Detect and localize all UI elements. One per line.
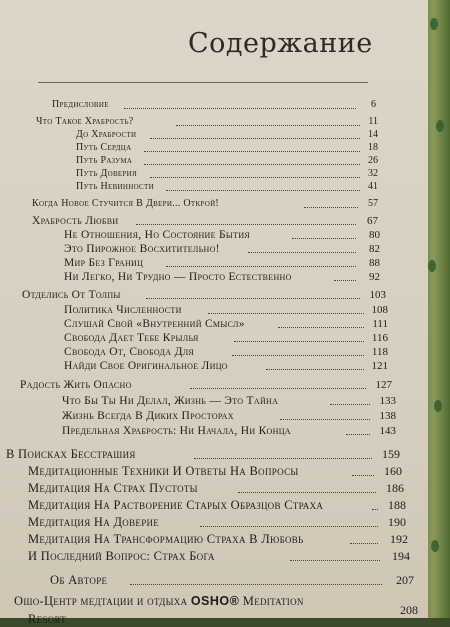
toc-entry-page: 6 bbox=[371, 99, 376, 110]
toc-leader bbox=[124, 108, 356, 109]
toc-entry-page: 118 bbox=[371, 346, 388, 358]
toc-entry-title: Найди Свое Оригинальное Лицо bbox=[64, 360, 228, 372]
toc-leader bbox=[150, 138, 360, 139]
toc-entry-page: 57 bbox=[368, 198, 378, 209]
toc-leader bbox=[166, 190, 360, 191]
toc-entry bbox=[0, 446, 428, 462]
toc-entry-page: 160 bbox=[384, 464, 402, 478]
toc-leader bbox=[238, 492, 376, 493]
toc-entry bbox=[0, 409, 428, 423]
toc-entry-page: 82 bbox=[369, 243, 380, 255]
toc-entry-page: 188 bbox=[388, 498, 406, 512]
toc-entry-title: Слушай Свой «Внутренний Смысл» bbox=[64, 318, 245, 330]
toc-entry-title: Медитация На Растворение Старых Образцов Страха bbox=[28, 498, 324, 512]
toc-entry-title: И Последний Вопрос: Страх Бога bbox=[28, 549, 215, 563]
toc-entry-title: Радость Жить Опасно bbox=[20, 379, 132, 391]
toc-entry-page: 108 bbox=[371, 304, 388, 316]
toc-entry-page: 116 bbox=[371, 332, 388, 344]
toc-leader bbox=[144, 164, 360, 165]
toc-entry-continuation bbox=[0, 611, 428, 627]
toc-entry bbox=[0, 317, 428, 331]
toc-entry bbox=[0, 228, 428, 242]
toc-entry-page: 186 bbox=[386, 481, 404, 495]
toc-leader bbox=[290, 560, 380, 561]
toc-entry-title: Предельная Храбрость: Ни Начала, Ни Конца bbox=[62, 425, 291, 437]
toc-entry-title: Путь Невинности bbox=[76, 181, 154, 192]
toc-entry-title: Свобода Дает Тебе Крылья bbox=[64, 332, 199, 344]
toc-entry bbox=[0, 548, 428, 564]
toc-entry bbox=[0, 531, 428, 547]
toc-entry bbox=[0, 214, 428, 228]
toc-entry-page: 26 bbox=[368, 155, 378, 166]
toc-entry-page: 208 bbox=[400, 603, 418, 617]
toc-leader bbox=[200, 526, 378, 527]
toc-entry-page: 80 bbox=[369, 229, 380, 241]
toc-leader bbox=[208, 313, 364, 314]
toc-entry-title: Это Пирожное Восхитительно! bbox=[64, 243, 220, 255]
toc-entry-title: Когда Новое Стучится В Двери... Открой! bbox=[32, 198, 220, 209]
toc-entry-page: 14 bbox=[368, 129, 378, 140]
toc-entry-page: 192 bbox=[390, 532, 408, 546]
toc-entry-title: Ни Легко, Ни Трудно — Просто Естественно bbox=[64, 271, 292, 283]
toc-entry bbox=[0, 378, 428, 392]
toc-entry-title: Политика Численности bbox=[64, 304, 182, 316]
toc-entry-page: 18 bbox=[368, 142, 378, 153]
toc-entry bbox=[0, 424, 428, 438]
toc-entry bbox=[0, 463, 428, 479]
toc-entry-page: 88 bbox=[369, 257, 380, 269]
heading-rule bbox=[38, 82, 368, 83]
toc-entry bbox=[0, 288, 428, 302]
toc-entry bbox=[0, 593, 428, 617]
toc-entry-title: Медитация На Трансформацию Страха В Любовь bbox=[28, 532, 304, 546]
toc-entry bbox=[0, 256, 428, 270]
contents-heading: Содержание bbox=[188, 28, 373, 59]
toc-entry-page: 207 bbox=[396, 573, 414, 587]
toc-entry-page: 159 bbox=[382, 447, 400, 461]
toc-entry-title: Медитация На Страх Пустоты bbox=[28, 481, 198, 495]
toc-entry-page: 133 bbox=[379, 395, 396, 407]
toc-entry-title: Храбрость Любви bbox=[32, 215, 119, 227]
toc-entry-title: Отделись От Толпы bbox=[22, 289, 121, 301]
toc-entry-title: Жизнь Всегда В Диких Просторах bbox=[62, 410, 234, 422]
toc-entry-page: 127 bbox=[375, 379, 392, 391]
toc-entry bbox=[0, 141, 428, 155]
toc-leader bbox=[136, 224, 356, 225]
toc-entry-page: 103 bbox=[369, 289, 386, 301]
toc-entry-title: Медитационные Техники И Ответы На Вопросы bbox=[28, 464, 299, 478]
toc-entry bbox=[0, 128, 428, 142]
toc-entry-title-tail: Meditation bbox=[242, 594, 304, 608]
toc-entry-page: 92 bbox=[369, 271, 380, 283]
toc-entry bbox=[0, 303, 428, 317]
toc-entry-page: 121 bbox=[371, 360, 388, 372]
toc-entry-page: 194 bbox=[392, 549, 410, 563]
toc-entry-title: Не Отношения, Но Состояние Бытия bbox=[64, 229, 251, 241]
toc-leader bbox=[144, 151, 360, 152]
toc-entry-page: 143 bbox=[379, 425, 396, 437]
toc-entry bbox=[0, 270, 428, 284]
toc-entry-title: Медитация На Доверие bbox=[28, 515, 160, 529]
toc-entry-title: Путь Разума bbox=[76, 155, 133, 166]
toc-entry-title bbox=[14, 593, 304, 609]
toc-entry bbox=[0, 497, 428, 513]
toc-entry bbox=[0, 394, 428, 408]
toc-entry bbox=[0, 345, 428, 359]
toc-entry-title: Предисловие bbox=[52, 99, 109, 110]
toc-entry-page: 190 bbox=[388, 515, 406, 529]
toc-entry-page: 111 bbox=[372, 318, 388, 330]
toc-entry-title: Об Авторе bbox=[50, 573, 108, 587]
toc-leader bbox=[146, 298, 360, 299]
toc-entry bbox=[0, 167, 428, 181]
toc-leader bbox=[176, 125, 360, 126]
toc-entry bbox=[0, 242, 428, 256]
toc-entry-page: 41 bbox=[368, 181, 378, 192]
toc-entry bbox=[0, 359, 428, 373]
toc-entry bbox=[0, 180, 428, 194]
toc-entry bbox=[0, 154, 428, 168]
toc-entry bbox=[0, 98, 428, 112]
toc-entry bbox=[0, 197, 428, 211]
toc-entry-title: Что Такое Храбрость? bbox=[36, 116, 134, 127]
toc-entry-title: Что Бы Ты Ни Делал, Жизнь — Это Тайна bbox=[62, 395, 279, 407]
toc-entry bbox=[0, 480, 428, 496]
toc-leader bbox=[234, 341, 364, 342]
toc-leader bbox=[166, 266, 356, 267]
toc-leader bbox=[232, 355, 364, 356]
toc-entry bbox=[0, 572, 428, 588]
toc-leader bbox=[190, 388, 366, 389]
toc-entry-title-text: Ошо-Центр медтации и отдыха bbox=[14, 594, 188, 608]
toc-entry-title: Свобода От, Свобода Для bbox=[64, 346, 195, 358]
toc-entry-page: 138 bbox=[379, 410, 396, 422]
toc-entry-page: 67 bbox=[367, 215, 378, 227]
toc-leader bbox=[194, 458, 372, 459]
toc-entry-title: Resort bbox=[28, 612, 67, 626]
toc-leader bbox=[130, 584, 382, 585]
toc-entry-title: До Храбрости bbox=[76, 129, 137, 140]
osho-brand-mark: OSHO® bbox=[190, 594, 240, 608]
toc-entry bbox=[0, 514, 428, 530]
toc-entry-title: В Поисках Бесстрашия bbox=[6, 447, 136, 461]
toc-entry-title: Путь Сердца bbox=[76, 142, 132, 153]
toc-entry-page: 11 bbox=[368, 116, 378, 127]
toc-entry-title: Мир Без Границ bbox=[64, 257, 144, 269]
toc-entry bbox=[0, 115, 428, 129]
toc-entry-page: 32 bbox=[368, 168, 378, 179]
toc-entry-title: Путь Доверия bbox=[76, 168, 138, 179]
toc-entry bbox=[0, 331, 428, 345]
toc-leader bbox=[150, 177, 360, 178]
